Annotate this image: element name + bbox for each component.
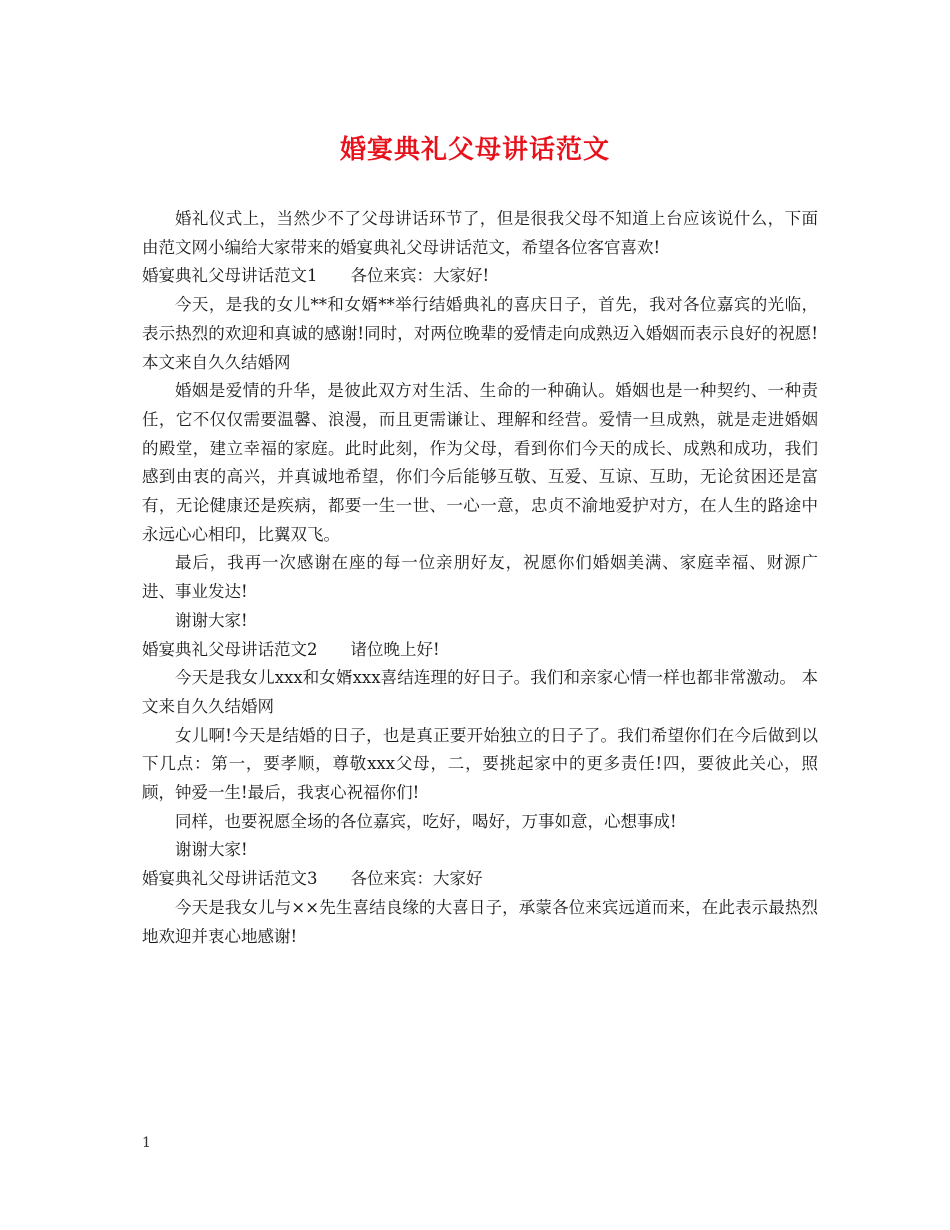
section-heading-1: 婚宴典礼父母讲话范文1 各位来宾：大家好!: [142, 266, 490, 286]
paragraph: 今天是我女儿与××先生喜结良缘的大喜日子，承蒙各位来宾远道而来，在此表示最热烈地欢迎并衷心地感谢!: [142, 897, 818, 946]
paragraph: 女儿啊!今天是结婚的日子，也是真正要开始独立的日子了。我们希望你们在今后做到以下几点：第一，要孝顺，尊敬xxx父母，二，要挑起家中的更多责任!四，要彼此关心，照顾，钟爱一生!最后，我衷心祝福你们!: [142, 725, 818, 803]
paragraph: 今天，是我的女儿**和女婿**举行结婚典礼的喜庆日子，首先，我对各位嘉宾的光临，表示热烈的欢迎和真诚的感谢!同时，对两位晚辈的爱情走向成熟迈入婚姻而表示良好的祝愿! 本文来自久久结婚网: [142, 295, 818, 372]
page-number: 1: [142, 1135, 151, 1151]
section-heading-3: 婚宴典礼父母讲话范文3 各位来宾：大家好: [142, 869, 483, 889]
section-heading-2: 婚宴典礼父母讲话范文2 诸位晚上好!: [142, 639, 440, 659]
paragraph: 最后，我再一次感谢在座的每一位亲朋好友，祝愿你们婚姻美满、家庭幸福、财源广进、事业发达!: [142, 553, 818, 602]
paragraph: 同样，也要祝愿全场的各位嘉宾，吃好，喝好，万事如意，心想事成!: [175, 811, 677, 831]
document-body: [142, 205, 818, 951]
paragraph-intro: 婚礼仪式上，当然少不了父母讲话环节了，但是很我父母不知道上台应该说什么，下面由范文网小编给大家带来的婚宴典礼父母讲话范文，希望各位客官喜欢!: [142, 209, 818, 257]
document-title: 婚宴典礼父母讲话范文: [339, 135, 610, 165]
paragraph: 谢谢大家!: [175, 610, 248, 630]
paragraph: 谢谢大家!: [175, 840, 248, 860]
paragraph: 今天是我女儿xxx和女婿xxx喜结连理的好日子。我们和亲家心情一样也都非常激动。 本文来自久久结婚网: [142, 668, 818, 716]
paragraph: 婚姻是爱情的升华，是彼此双方对生活、生命的一种确认。婚姻也是一种契约、一种责任，它不仅仅需要温馨、浪漫，而且更需谦让、理解和经营。爱情一旦成熟，就是走进婚姻的殿堂，建立幸福的家庭。此时此刻，作为父母，看到你们今天的成长、成熟和成功，我们感到由衷的高兴，并真诚地希望，你们今后能够互敬、互爱、互谅、互助，无论贫困还是富有，无论健康还是疾病，都要一生一世、一心一意，忠贞不渝地爱护对方，在人生的路途中永远心心相印，比翼双飞。: [142, 381, 818, 544]
